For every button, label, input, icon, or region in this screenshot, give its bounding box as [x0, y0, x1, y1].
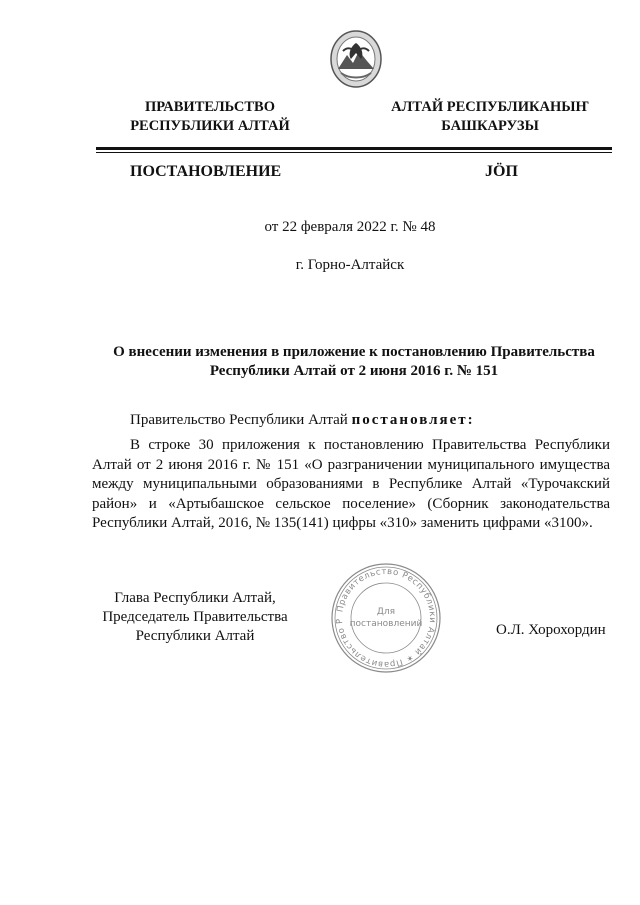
svg-text:Правительство Республики Алтай: Правительство Республики Алтай ✶ Правительство Р	[334, 566, 438, 670]
body-paragraph: В строке 30 приложения к постановлению Правительства Республики Алтай от 2 июня 2016 г. № 151 «О разграничении муниципального имущества между муниципальными образованиями в Республике Алтай «Турочакский район» и «Артыбашское сельское поселение» (Сборник законодательства Республики Алтай, 2016, № 135(141) цифры «310» заменить цифрами «3100».	[92, 437, 610, 531]
header-government-name-alt	[380, 98, 600, 136]
header-government-name-ru	[120, 98, 300, 136]
signatory-title-line1: Глава Республики Алтай,	[114, 590, 276, 606]
stamp-seal	[328, 562, 444, 674]
header-left-line2: РЕСПУБЛИКИ АЛТАЙ	[130, 118, 290, 134]
header-right-line2: БАШКАРУЗЫ	[441, 118, 539, 134]
header-right-line1: АЛТАЙ РЕСПУБЛИКАНЫҤ	[391, 99, 589, 115]
header-left-line1: ПРАВИТЕЛЬСТВО	[145, 99, 275, 115]
svg-text:Для: Для	[376, 607, 396, 617]
signatory-title-line2: Председатель Правительства	[102, 609, 288, 625]
coat-of-arms-icon	[329, 29, 383, 89]
preamble	[130, 412, 475, 429]
preamble-subject: Правительство Республики Алтай	[130, 412, 352, 428]
signatory-title	[95, 589, 295, 646]
doc-type-ru: ПОСТАНОВЛЕНИЕ	[130, 163, 282, 180]
document-title	[96, 343, 612, 381]
svg-text:постановлений: постановлений	[349, 619, 423, 629]
preamble-verb: постановляет:	[351, 412, 475, 428]
document-date-number: от 22 февраля 2022 г. № 48	[264, 219, 436, 235]
header-divider-thick	[96, 147, 612, 150]
signatory-name: О.Л. Хорохордин	[496, 622, 606, 638]
document-title-line1: О внесении изменения в приложение к постановлению Правительства	[113, 344, 595, 360]
signatory-title-line3: Республики Алтай	[135, 628, 255, 644]
doc-type-alt: JÖП	[485, 163, 518, 180]
document-title-line2: Республики Алтай от 2 июня 2016 г. № 151	[209, 363, 499, 379]
document-city: г. Горно-Алтайск	[295, 257, 405, 273]
header-divider-thin	[96, 152, 612, 153]
